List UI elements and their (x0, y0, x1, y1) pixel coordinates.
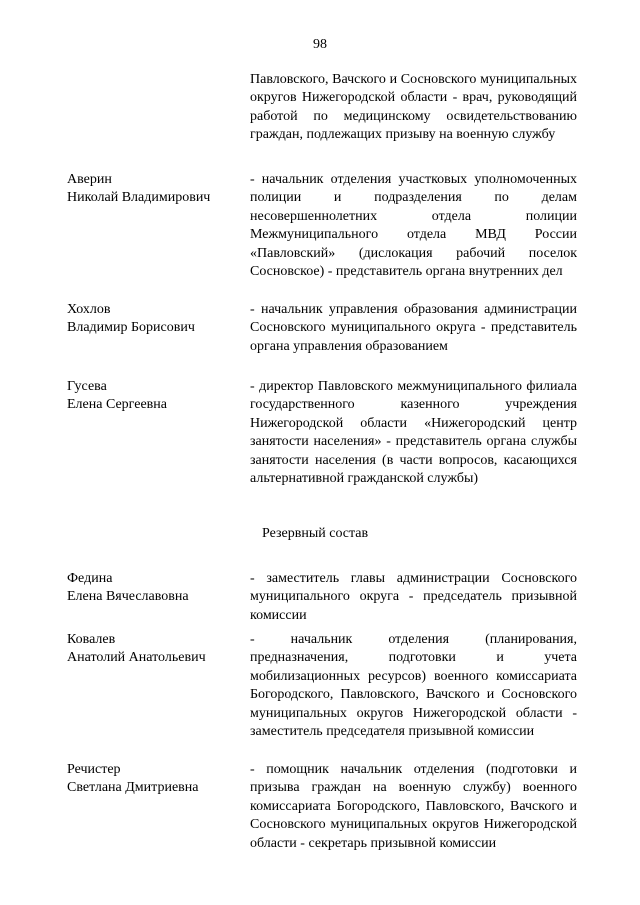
member-surname: Аверин (67, 172, 112, 187)
member-given-name: Анатолий Анатольевич (67, 650, 206, 666)
member-surname: Хохлов (67, 302, 111, 317)
member-given-name: Елена Вячеславовна (67, 589, 189, 605)
member-surname: Федина (67, 571, 113, 586)
continuation-text: Павловского, Вачского и Сосновского муниципальных округов Нижегородской области - врач, руководящий работой по медицинскому освидетельствованию граждан, подлежащих призыву на военную службу (250, 72, 577, 143)
member-role: - директор Павловского межмуниципального филиала государственного казенного учреждения Нижегородской области «Нижегородский центр занятости населения» - представитель органа службы занятости населения (в части вопросов, касающихся альтернативной гражданской службы) (250, 379, 577, 487)
member-name (67, 761, 242, 798)
member-surname: Гусева (67, 379, 107, 394)
member-role: - заместитель главы администрации Сосновского муниципального округа - председатель призывной комиссии (250, 571, 577, 623)
member-role: - начальник отделения участковых уполномоченных полиции и подразделения по делам несовершеннолетних отдела полиции Межмуниципального отдела МВД России «Павловский» (дислокация рабочий поселок Сосновское) - представитель органа внутренних дел (250, 172, 577, 280)
member-given-name: Светлана Дмитриевна (67, 780, 199, 796)
member-given-name: Владимир Борисович (67, 320, 195, 336)
member-given-name: Николай Владимирович (67, 190, 211, 206)
member-given-name: Елена Сергеевна (67, 397, 167, 413)
member-name (67, 570, 242, 607)
member-name (67, 631, 242, 668)
member-name (67, 171, 242, 208)
member-name (67, 378, 242, 415)
reserve-section-title: Резервный состав (262, 526, 369, 541)
member-role: - начальник управления образования администрации Сосновского муниципального округа - представитель органа управления образованием (250, 302, 577, 354)
member-role: - начальник отделения (планирования, предназначения, подготовки и учета мобилизационных ресурсов) военного комиссариата Богородского, Павловского, Вачского и Сосновского муниципальных округов Нижегородской области - заместитель председателя призывной комиссии (250, 632, 577, 740)
page-number: 98 (313, 37, 327, 52)
member-surname: Речистер (67, 762, 121, 777)
member-name (67, 301, 242, 338)
member-surname: Ковалев (67, 632, 116, 647)
member-role: - помощник начальник отделения (подготовки и призыва граждан на военную службу) военного комиссариата Богородского, Павловского, Вачского и Сосновского муниципальных округов Нижегородской области - секретарь призывной комиссии (250, 762, 577, 851)
